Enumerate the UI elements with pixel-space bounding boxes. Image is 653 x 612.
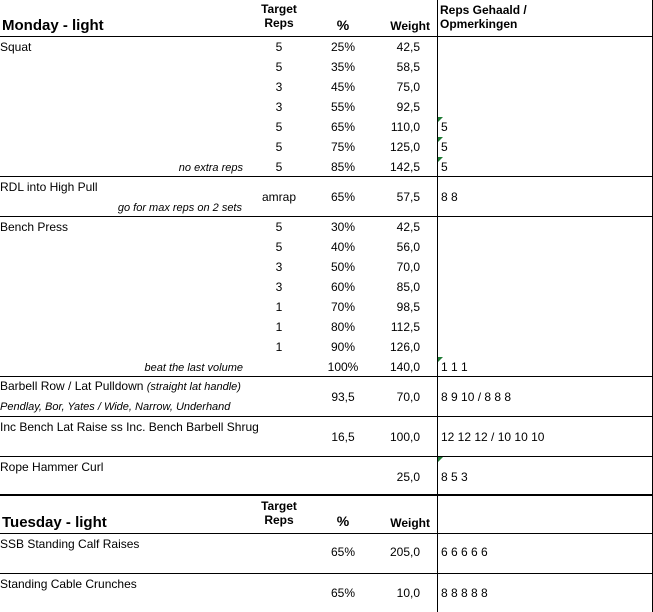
- bench-reps: 1: [275, 340, 283, 354]
- bench-weight: 112,5: [390, 320, 420, 334]
- header-notes: Reps Gehaald / Opmerkingen: [440, 3, 527, 31]
- squat-reps: 3: [275, 80, 283, 94]
- row-weight: 70,0: [396, 390, 420, 404]
- rdl-weight: 57,5: [396, 190, 420, 204]
- curl-weight: 25,0: [396, 470, 420, 484]
- calf-pct: 65%: [330, 545, 356, 559]
- row-divider: [0, 376, 653, 377]
- row-done[interactable]: 8 9 10 / 8 8 8: [441, 390, 512, 404]
- bench-reps: 5: [275, 240, 283, 254]
- tuesday-title: Tuesday - light: [2, 514, 107, 531]
- squat-reps: 5: [275, 60, 283, 74]
- header-weight: Weight: [390, 516, 430, 530]
- squat-done[interactable]: 5: [441, 140, 448, 154]
- incline-pct: 16,5: [331, 430, 355, 444]
- header-percent: %: [336, 513, 350, 529]
- bench-pct: 90%: [330, 340, 356, 354]
- header-target-reps: Target Reps: [261, 499, 297, 527]
- row-variations-note: Pendlay, Bor, Yates / Wide, Narrow, Underhand: [0, 401, 231, 413]
- squat-weight: 92,5: [396, 100, 420, 114]
- row-name-note: (straight lat handle): [146, 381, 241, 393]
- curl-done[interactable]: 8 5 3: [441, 470, 468, 484]
- header-percent: %: [336, 17, 350, 33]
- crunch-weight: 10,0: [396, 586, 420, 600]
- bench-weight: 85,0: [396, 280, 420, 294]
- bench-weight: 98,5: [396, 300, 420, 314]
- bench-note: beat the last volume: [144, 362, 243, 374]
- calf-weight: 205,0: [389, 545, 420, 559]
- squat-reps: 5: [275, 160, 283, 174]
- row-pct: 93,5: [331, 390, 355, 404]
- exercise-name-squat: Squat: [0, 40, 32, 54]
- rdl-pct: 65%: [330, 190, 356, 204]
- squat-pct: 55%: [330, 100, 356, 114]
- squat-weight: 75,0: [396, 80, 420, 94]
- bench-weight: 70,0: [396, 260, 420, 274]
- squat-pct: 35%: [330, 60, 356, 74]
- squat-reps: 5: [275, 140, 283, 154]
- header-weight: Weight: [390, 19, 430, 33]
- bench-reps: 3: [275, 260, 283, 274]
- squat-note: no extra reps: [178, 162, 243, 174]
- bench-weight: 42,5: [396, 220, 420, 234]
- squat-reps: 3: [275, 100, 283, 114]
- crunch-pct: 65%: [330, 586, 356, 600]
- exercise-name-rdl: RDL into High Pull: [0, 180, 98, 194]
- bench-weight: 140,0: [389, 360, 420, 374]
- bench-reps: 3: [275, 280, 283, 294]
- incline-done[interactable]: 12 12 12 / 10 10 10: [441, 430, 545, 444]
- row-divider: [0, 573, 653, 574]
- day-divider: [0, 494, 653, 496]
- exercise-name-curl: Rope Hammer Curl: [0, 460, 104, 474]
- row-divider: [0, 533, 653, 534]
- row-divider: [0, 216, 653, 217]
- bench-reps: 1: [275, 300, 283, 314]
- bench-weight: 56,0: [396, 240, 420, 254]
- row-name: Barbell Row / Lat Pulldown: [0, 379, 144, 393]
- bench-pct: 100%: [327, 360, 359, 374]
- squat-weight: 42,5: [396, 40, 420, 54]
- squat-weight: 125,0: [389, 140, 420, 154]
- exercise-name-crunch: Standing Cable Crunches: [0, 577, 137, 591]
- squat-done[interactable]: 5: [441, 160, 448, 174]
- bench-pct: 60%: [330, 280, 356, 294]
- bench-done[interactable]: 1 1 1: [441, 360, 468, 374]
- squat-pct: 65%: [330, 120, 356, 134]
- exercise-name-bench: Bench Press: [0, 220, 69, 234]
- comment-flag-icon: [438, 457, 443, 462]
- bench-pct: 40%: [330, 240, 356, 254]
- squat-pct: 75%: [330, 140, 356, 154]
- incline-weight: 100,0: [389, 430, 420, 444]
- notes-column-border: [437, 0, 438, 612]
- squat-pct: 25%: [330, 40, 356, 54]
- rdl-note: go for max reps on 2 sets: [117, 202, 242, 214]
- header-target-reps: Target Reps: [261, 2, 297, 30]
- bench-weight: 126,0: [389, 340, 420, 354]
- rdl-reps: amrap: [261, 190, 296, 204]
- squat-weight: 142,5: [389, 160, 420, 174]
- bench-pct: 30%: [330, 220, 356, 234]
- squat-reps: 5: [275, 40, 283, 54]
- exercise-name-row: [0, 379, 241, 394]
- calf-done[interactable]: 6 6 6 6 6: [441, 545, 488, 559]
- exercise-name-incline: Inc Bench Lat Raise ss Inc. Bench Barbell Shrug: [0, 420, 259, 434]
- squat-pct: 45%: [330, 80, 356, 94]
- row-divider: [0, 36, 653, 37]
- exercise-name-calf: SSB Standing Calf Raises: [0, 537, 140, 551]
- squat-weight: 58,5: [396, 60, 420, 74]
- bench-pct: 70%: [330, 300, 356, 314]
- monday-title: Monday - light: [2, 17, 104, 34]
- squat-done[interactable]: 5: [441, 120, 448, 134]
- row-divider: [0, 416, 653, 417]
- bench-pct: 50%: [330, 260, 356, 274]
- row-divider: [0, 176, 653, 177]
- bench-reps: 5: [275, 220, 283, 234]
- squat-weight: 110,0: [390, 120, 420, 134]
- row-divider: [0, 456, 653, 457]
- bench-reps: 1: [275, 320, 283, 334]
- bench-pct: 80%: [330, 320, 356, 334]
- rdl-done[interactable]: 8 8: [441, 190, 458, 204]
- crunch-done[interactable]: 8 8 8 8 8: [441, 586, 488, 600]
- squat-reps: 5: [275, 120, 283, 134]
- squat-pct: 85%: [330, 160, 356, 174]
